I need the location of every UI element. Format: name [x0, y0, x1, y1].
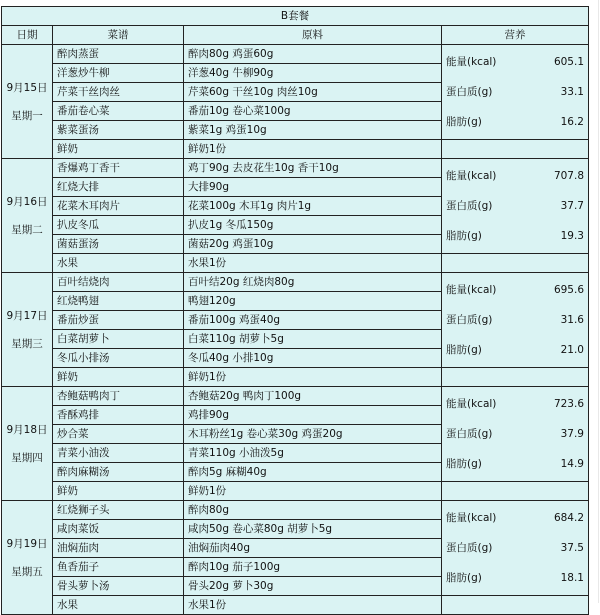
- ingredients-cell[interactable]: 菌菇20g 鸡蛋10g: [184, 235, 442, 254]
- nutrition-item: [446, 47, 584, 77]
- nutrition-label: 能量(kcal): [446, 284, 497, 296]
- menu-row: [2, 140, 589, 159]
- nutrition-label: 脂肪(g): [446, 458, 482, 470]
- dish-cell[interactable]: 紫菜蛋汤: [53, 121, 184, 140]
- ingredients-cell[interactable]: 花菜100g 木耳1g 肉片1g: [184, 197, 442, 216]
- ingredients-cell[interactable]: 洋葱40g 牛柳90g: [184, 64, 442, 83]
- nutrition-value: 21.0: [560, 344, 584, 356]
- menu-title[interactable]: B套餐: [2, 7, 589, 26]
- nutrition-value: 18.1: [560, 572, 584, 584]
- nutrition-value: 33.1: [560, 86, 584, 98]
- nutrition-cell[interactable]: [442, 45, 589, 140]
- nutrition-item: [446, 563, 584, 593]
- dish-cell[interactable]: 红烧狮子头: [53, 501, 184, 520]
- dish-cell[interactable]: 花菜木耳肉片: [53, 197, 184, 216]
- ingredients-cell[interactable]: 咸肉50g 卷心菜80g 胡萝卜5g: [184, 520, 442, 539]
- ingredients-cell[interactable]: 扒皮1g 冬瓜150g: [184, 216, 442, 235]
- nutrition-label: 脂肪(g): [446, 572, 482, 584]
- dish-cell[interactable]: 番茄卷心菜: [53, 102, 184, 121]
- menu-row: [2, 45, 589, 64]
- day-weekday: 星期一: [11, 109, 43, 122]
- ingredients-cell[interactable]: 骨头20g 萝卜30g: [184, 577, 442, 596]
- nutrition-value: 37.5: [560, 542, 584, 554]
- nutrition-cell[interactable]: [442, 387, 589, 482]
- nutrition-empty-cell[interactable]: [442, 482, 589, 501]
- menu-table: [1, 6, 589, 615]
- menu-row: [2, 596, 589, 615]
- nutrition-item: [446, 107, 584, 137]
- dish-cell[interactable]: 菌菇蛋汤: [53, 235, 184, 254]
- dish-cell[interactable]: 番茄炒蛋: [53, 311, 184, 330]
- nutrition-value: 19.3: [560, 230, 584, 242]
- day-weekday: 星期三: [11, 337, 43, 350]
- dish-cell[interactable]: 白菜胡萝卜: [53, 330, 184, 349]
- ingredients-cell[interactable]: 番茄100g 鸡蛋40g: [184, 311, 442, 330]
- ingredients-cell[interactable]: 青菜110g 小油泼5g: [184, 444, 442, 463]
- date-spacer: [6, 553, 48, 563]
- dish-cell[interactable]: 鲜奶: [53, 140, 184, 159]
- nutrition-item: [446, 191, 584, 221]
- nutrition-empty-cell[interactable]: [442, 368, 589, 387]
- dish-cell[interactable]: 鲜奶: [53, 482, 184, 501]
- day-date: 9月19日: [6, 537, 48, 550]
- dish-cell[interactable]: 骨头萝卜汤: [53, 577, 184, 596]
- dish-cell[interactable]: 红烧鸭翅: [53, 292, 184, 311]
- header-dish[interactable]: 菜谱: [53, 26, 184, 45]
- ingredients-cell[interactable]: 芹菜60g 干丝10g 肉丝10g: [184, 83, 442, 102]
- nutrition-cell[interactable]: [442, 273, 589, 368]
- ingredients-cell[interactable]: 醉肉5g 麻糊40g: [184, 463, 442, 482]
- ingredients-cell[interactable]: 水果1份: [184, 254, 442, 273]
- nutrition-item: [446, 305, 584, 335]
- dish-cell[interactable]: 鲜奶: [53, 368, 184, 387]
- nutrition-value: 31.6: [560, 314, 584, 326]
- nutrition-label: 能量(kcal): [446, 512, 497, 524]
- day-date: 9月16日: [6, 195, 48, 208]
- nutrition-item: [446, 161, 584, 191]
- dish-cell[interactable]: 醉肉蒸蛋: [53, 45, 184, 64]
- nutrition-label: 蛋白质(g): [446, 86, 493, 98]
- dish-cell[interactable]: 洋葱炒牛柳: [53, 64, 184, 83]
- nutrition-empty-cell[interactable]: [442, 140, 589, 159]
- ingredients-cell[interactable]: 鲜奶1份: [184, 368, 442, 387]
- menu-row: [2, 273, 589, 292]
- day-date-cell[interactable]: [2, 159, 53, 273]
- dish-cell[interactable]: 咸肉菜饭: [53, 520, 184, 539]
- nutrition-item: [446, 503, 584, 533]
- day-date: 9月17日: [6, 309, 48, 322]
- nutrition-label: 脂肪(g): [446, 230, 482, 242]
- title-row: [2, 7, 589, 26]
- ingredients-cell[interactable]: 冬瓜40g 小排10g: [184, 349, 442, 368]
- day-date-cell[interactable]: [2, 387, 53, 501]
- dish-cell[interactable]: 炒合菜: [53, 425, 184, 444]
- nutrition-cell[interactable]: [442, 501, 589, 596]
- nutrition-value: 707.8: [553, 170, 584, 182]
- ingredients-cell[interactable]: 水果1份: [184, 596, 442, 615]
- nutrition-item: [446, 449, 584, 479]
- header-ingredients[interactable]: 原料: [184, 26, 442, 45]
- ingredients-cell[interactable]: 鸡丁90g 去皮花生10g 香干10g: [184, 159, 442, 178]
- ingredients-cell[interactable]: 鸡排90g: [184, 406, 442, 425]
- dish-cell[interactable]: 青菜小油泼: [53, 444, 184, 463]
- nutrition-value: 16.2: [560, 116, 584, 128]
- ingredients-cell[interactable]: 百叶结20g 红烧肉80g: [184, 273, 442, 292]
- menu-row: [2, 482, 589, 501]
- day-date-cell[interactable]: [2, 45, 53, 159]
- nutrition-item: [446, 533, 584, 563]
- dish-cell[interactable]: 冬瓜小排汤: [53, 349, 184, 368]
- dish-cell[interactable]: 扒皮冬瓜: [53, 216, 184, 235]
- nutrition-value: 14.9: [560, 458, 584, 470]
- ingredients-cell[interactable]: 大排90g: [184, 178, 442, 197]
- day-weekday: 星期四: [11, 451, 43, 464]
- dish-cell[interactable]: 香爆鸡丁香干: [53, 159, 184, 178]
- header-date[interactable]: 日期: [2, 26, 53, 45]
- date-spacer: [6, 439, 48, 449]
- dish-cell[interactable]: 油焖茄肉: [53, 539, 184, 558]
- ingredients-cell[interactable]: 醉肉80g 鸡蛋60g: [184, 45, 442, 64]
- menu-row: [2, 368, 589, 387]
- dish-cell[interactable]: 百叶结烧肉: [53, 273, 184, 292]
- ingredients-cell[interactable]: 杏鲍菇20g 鸭肉丁100g: [184, 387, 442, 406]
- nutrition-item: [446, 275, 584, 305]
- nutrition-value: 37.9: [560, 428, 584, 440]
- dish-cell[interactable]: 红烧大排: [53, 178, 184, 197]
- nutrition-item: [446, 335, 584, 365]
- day-date-cell[interactable]: [2, 273, 53, 387]
- nutrition-item: [446, 221, 584, 251]
- nutrition-value: 605.1: [553, 56, 584, 68]
- header-row: [2, 26, 589, 45]
- menu-row: [2, 501, 589, 520]
- nutrition-label: 能量(kcal): [446, 56, 497, 68]
- nutrition-label: 蛋白质(g): [446, 428, 493, 440]
- nutrition-value: 37.7: [560, 200, 584, 212]
- nutrition-label: 脂肪(g): [446, 344, 482, 356]
- nutrition-label: 能量(kcal): [446, 170, 497, 182]
- day-date: 9月15日: [6, 81, 48, 94]
- nutrition-item: [446, 77, 584, 107]
- dish-cell[interactable]: 杏鲍菇鸭肉丁: [53, 387, 184, 406]
- nutrition-label: 蛋白质(g): [446, 200, 493, 212]
- menu-row: [2, 254, 589, 273]
- dish-cell[interactable]: 鱼香茄子: [53, 558, 184, 577]
- nutrition-value: 695.6: [553, 284, 584, 296]
- nutrition-label: 蛋白质(g): [446, 314, 493, 326]
- ingredients-cell[interactable]: 鸭翅120g: [184, 292, 442, 311]
- nutrition-cell[interactable]: [442, 159, 589, 254]
- header-nutrition[interactable]: 营养: [442, 26, 589, 45]
- day-date: 9月18日: [6, 423, 48, 436]
- day-date-cell[interactable]: [2, 501, 53, 615]
- nutrition-item: [446, 419, 584, 449]
- dish-cell[interactable]: 醉肉麻糊汤: [53, 463, 184, 482]
- menu-row: [2, 387, 589, 406]
- ingredients-cell[interactable]: 紫菜1g 鸡蛋10g: [184, 121, 442, 140]
- day-weekday: 星期五: [11, 565, 43, 578]
- nutrition-empty-cell[interactable]: [442, 254, 589, 273]
- nutrition-label: 能量(kcal): [446, 398, 497, 410]
- ingredients-cell[interactable]: 醉肉80g: [184, 501, 442, 520]
- ingredients-cell[interactable]: 番茄10g 卷心菜100g: [184, 102, 442, 121]
- dish-cell[interactable]: 香酥鸡排: [53, 406, 184, 425]
- nutrition-item: [446, 389, 584, 419]
- nutrition-label: 脂肪(g): [446, 116, 482, 128]
- ingredients-cell[interactable]: 油焖茄肉40g: [184, 539, 442, 558]
- nutrition-value: 684.2: [553, 512, 584, 524]
- date-spacer: [6, 97, 48, 107]
- dish-cell[interactable]: 水果: [53, 254, 184, 273]
- ingredients-cell[interactable]: 鲜奶1份: [184, 482, 442, 501]
- menu-row: [2, 159, 589, 178]
- date-spacer: [6, 211, 48, 221]
- date-spacer: [6, 325, 48, 335]
- nutrition-empty-cell[interactable]: [442, 596, 589, 615]
- dish-cell[interactable]: 水果: [53, 596, 184, 615]
- ingredients-cell[interactable]: 鲜奶1份: [184, 140, 442, 159]
- ingredients-cell[interactable]: 木耳粉丝1g 卷心菜30g 鸡蛋20g: [184, 425, 442, 444]
- ingredients-cell[interactable]: 醉肉10g 茄子100g: [184, 558, 442, 577]
- dish-cell[interactable]: 芹菜干丝肉丝: [53, 83, 184, 102]
- ingredients-cell[interactable]: 白菜110g 胡萝卜5g: [184, 330, 442, 349]
- day-weekday: 星期二: [11, 223, 43, 236]
- nutrition-label: 蛋白质(g): [446, 542, 493, 554]
- nutrition-value: 723.6: [553, 398, 584, 410]
